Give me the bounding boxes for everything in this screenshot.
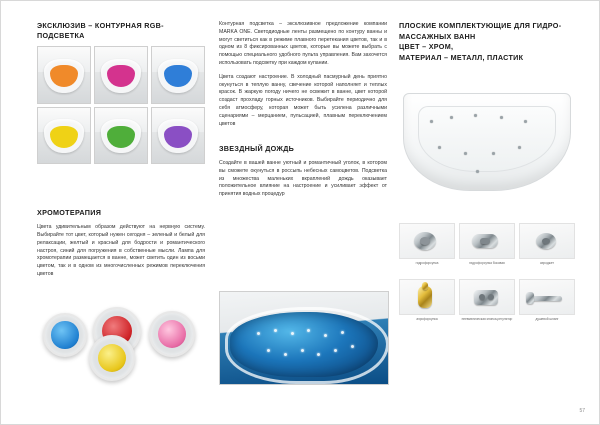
- bath-photo-blue: [151, 46, 205, 104]
- fitting-hydro-jet-side: [459, 223, 515, 269]
- chromotherapy-heading: ХРОМОТЕРАПИЯ: [37, 208, 102, 218]
- fitting-shower-hose: [519, 279, 575, 325]
- lamp-yellow: [89, 335, 135, 381]
- middle-column: [219, 21, 387, 205]
- fitting-hydro-jet-caption: гидрофорсунка: [415, 261, 439, 265]
- right-column: [399, 21, 567, 69]
- starlight-heading: ЗВЕЗДНЫЙ ДОЖДЬ: [219, 144, 295, 154]
- fitting-aero-jet: [519, 223, 575, 269]
- bath-photo-grid: [37, 46, 205, 164]
- bath-photo-orange: [37, 46, 91, 104]
- bath-photo-magenta: [94, 46, 148, 104]
- fitting-control-panel-caption: пневматическая кнопка-регулятор: [461, 317, 513, 321]
- fitting-control-panel-image: [459, 279, 515, 315]
- fitting-hydro-jet: [399, 223, 455, 269]
- bath-render-top-view: [399, 73, 575, 205]
- bath-photo-yellow: [37, 107, 91, 165]
- rgb-mood-text: Цвета создают настроение. В холодный пасмурный день приятно окунуться в теплую ванну, свечение которой наполняет и теплых красок. В жаркую погоду ничего не освежит в ванне, цвет которой создаст прохладу горных источников. Выбирайте периодично для себя атмосферу, которая может быть усилена различными сценариями – мерцанием, пульсацией, плавным переключением цветов: [219, 73, 387, 127]
- fitting-shower-hose-image: [519, 279, 575, 315]
- page-number: 57: [579, 408, 585, 414]
- chromotherapy-text: Цвета удивительным образом действуют на нервную систему. Выбирайте тот цвет, который нужен сегодня – зеленый и белый для релаксации, желтый и красный для бодрости и романтического настроя, синий для погружения в собственные мысли. Лампа для хромотерапии размещается в ванне, может светить один из восьми цветом, так и в одном из многочисленных режимов переключения цветов: [37, 224, 205, 277]
- fittings-gallery: [399, 223, 575, 335]
- fitting-air-switch: [399, 279, 455, 325]
- fitting-hydro-jet-image: [399, 223, 455, 259]
- fitting-hydro-jet-side-image: [459, 223, 515, 259]
- left-column: [37, 21, 205, 285]
- fitting-air-switch-image: [399, 279, 455, 315]
- bath-photo-violet: [151, 107, 205, 165]
- fitting-aero-jet-image: [519, 223, 575, 259]
- fitting-hydro-jet-side-caption: гидрофорсунка боковая: [469, 261, 505, 265]
- fitting-shower-hose-caption: душевой шланг: [535, 317, 559, 321]
- flat-fittings-heading-line3: ЦВЕТ – ХРОМ,: [399, 42, 454, 52]
- flat-fittings-heading-line4: МАТЕРИАЛ – МЕТАЛЛ, ПЛАСТИК: [399, 53, 524, 63]
- lamp-blue: [43, 313, 87, 357]
- bath-photo-green: [94, 107, 148, 165]
- bath-starlight-photo: [219, 291, 389, 385]
- fitting-control-panel: [459, 279, 515, 325]
- fittings-row-1: [399, 223, 575, 269]
- starlight-text: Создайте в вашей ванне уютный и романтичный уголок, в котором вы сможете окунуться в россыпь небесных самоцветов. Подсветка из множества маленьких вкраплений дождь оказывает положительное влияние на настроение и усиливает эффект от принятия водных процедур: [219, 160, 387, 198]
- chromotherapy-lamp-photos: [37, 301, 213, 373]
- flat-fittings-heading-line2: МАССАЖНЫХ ВАНН: [399, 31, 476, 41]
- flat-fittings-heading-line1: ПЛОСКИЕ КОМПЛЕКТУЮЩИЕ ДЛЯ ГИДРО-: [399, 21, 562, 30]
- lamp-pink: [149, 311, 195, 357]
- fitting-aero-jet-caption: аэроджет: [540, 261, 554, 265]
- rgb-intro-text: Контурная подсветка – эксклюзивное предложение компании MARKA ONE. Светодиодные ленты размещено по контуру ванны и могут светиться как в режиме плавного перетекания цветов, так и в одном из 8 фиксированных цветов, которые вы можете выбрать с помощью специального удобного пульта управления. Вам захочется использовать подсветку при каждом купании.: [219, 21, 387, 66]
- fittings-row-2: [399, 279, 575, 325]
- fitting-air-switch-caption: аэрофорсунка: [416, 317, 438, 321]
- rgb-backlight-heading: ЭКСКЛЮЗИВ – КОНТУРНАЯ RGB-ПОДСВЕТКА: [37, 21, 164, 40]
